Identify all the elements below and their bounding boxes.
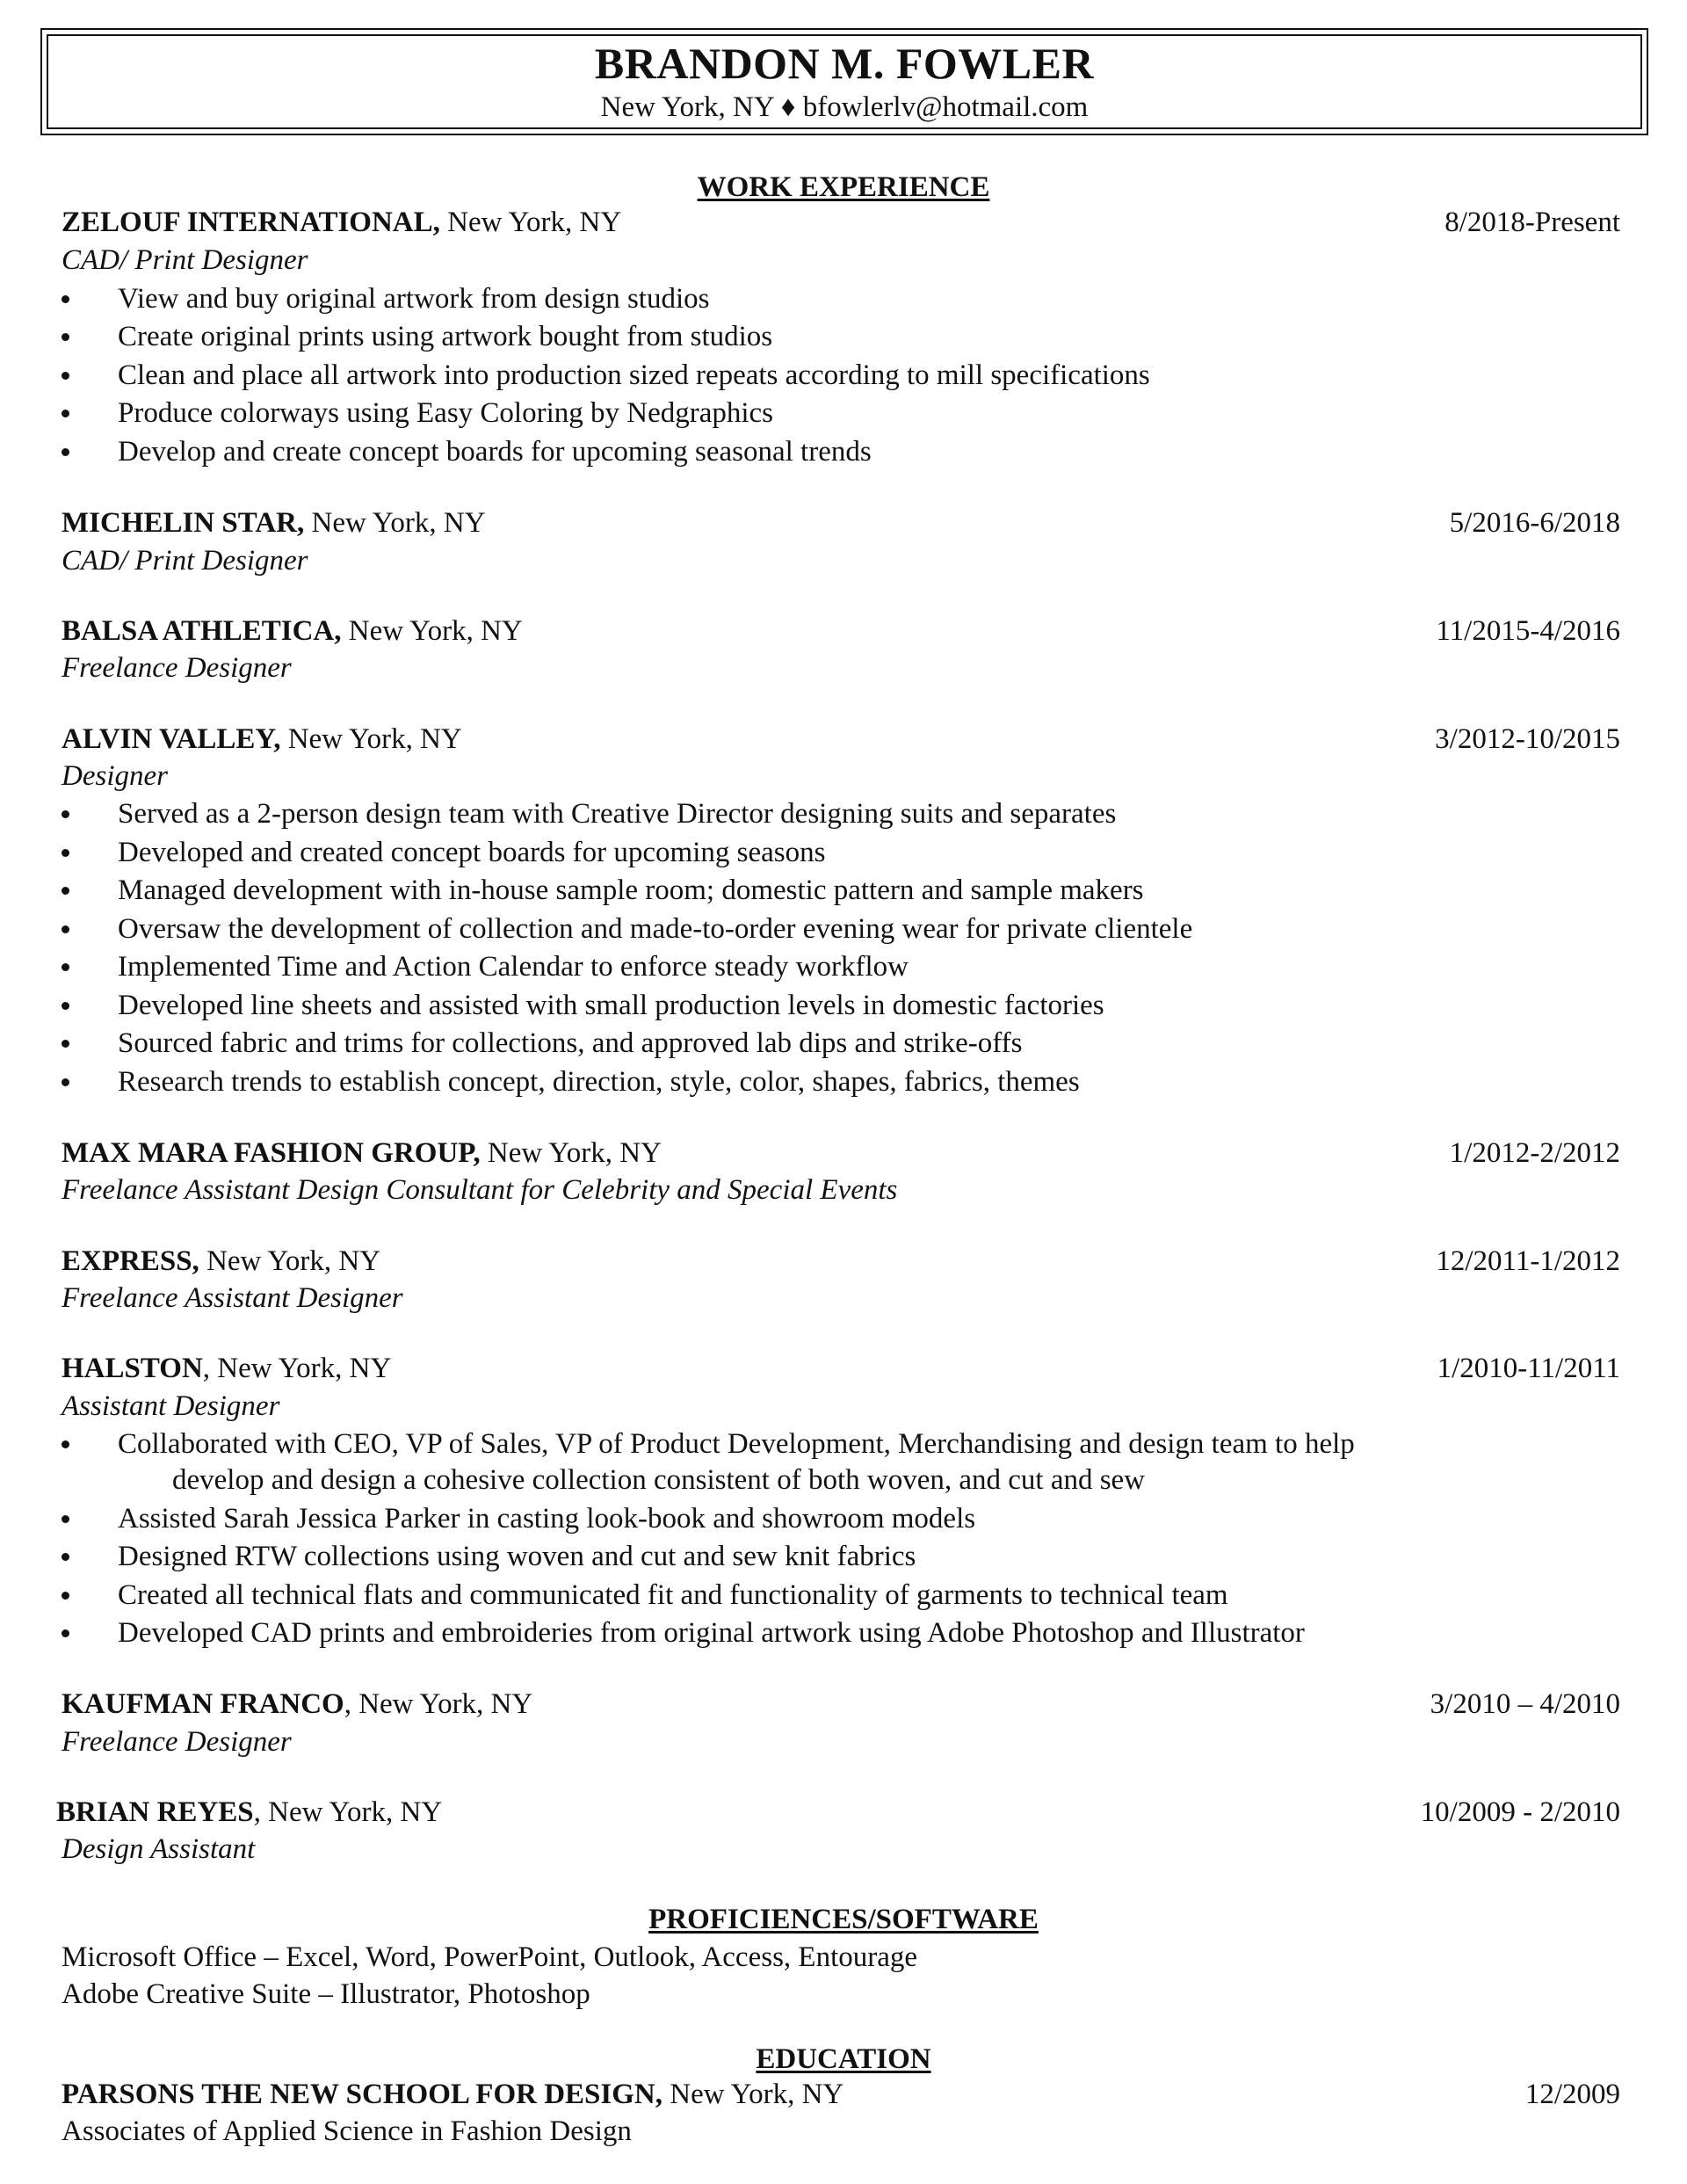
- job-location: New York, NY: [280, 723, 462, 755]
- job-title: Freelance Assistant Design Consultant for Celebrity and Special Events: [62, 1174, 898, 1206]
- bullet-icon: [62, 410, 69, 417]
- company-name: BRIAN REYES: [56, 1796, 254, 1828]
- bullet-text: Create original prints using artwork bought from studios: [118, 321, 773, 352]
- bullet-text: Assisted Sarah Jessica Parker in casting look-book and showroom models: [118, 1503, 976, 1535]
- bullet-text: Clean and place all artwork into production sized repeats according to mill specifications: [118, 359, 1150, 391]
- bullet-text: Served as a 2-person design team with Creative Director designing suits and separates: [118, 798, 1117, 830]
- school-name: PARSONS THE NEW SCHOOL FOR DESIGN,: [62, 2079, 662, 2110]
- job-title: Freelance Assistant Designer: [62, 1282, 403, 1314]
- company-name: ALVIN VALLEY,: [62, 723, 281, 755]
- bullet-text: Develop and create concept boards for upcoming seasonal trends: [118, 436, 872, 468]
- bullet-text: Implemented Time and Action Calendar to enforce steady workflow: [118, 951, 909, 983]
- bullet-text: Sourced fabric and trims for collections, and approved lab dips and strike-offs: [118, 1027, 1023, 1059]
- bullet-continuation: develop and design a cohesive collection consistent of both woven, and cut and sew: [172, 1464, 1146, 1496]
- section-heading-skills: PROFICIENCES/SOFTWARE: [648, 1904, 1039, 1935]
- company-name: MICHELIN STAR,: [62, 507, 305, 539]
- job-dates: 3/2012-10/2015: [1435, 723, 1620, 755]
- job-title: Designer: [62, 760, 168, 792]
- job-location: New York, NY: [439, 207, 622, 238]
- bullet-text: View and buy original artwork from design studios: [118, 283, 710, 315]
- bullet-icon: [62, 810, 69, 818]
- header-box: [40, 28, 1648, 135]
- bullet-icon: [62, 1078, 69, 1086]
- bullet-icon: [62, 1629, 69, 1637]
- job-dates: 12/2011-1/2012: [1436, 1245, 1620, 1277]
- job-title: Assistant Designer: [62, 1390, 280, 1422]
- company-name: KAUFMAN FRANCO: [62, 1688, 344, 1720]
- bullet-icon: [62, 372, 69, 380]
- job-header: [62, 1352, 391, 1385]
- job-header: [62, 1244, 380, 1278]
- job-header: [62, 1687, 532, 1721]
- education-date: 12/2009: [1524, 2079, 1620, 2110]
- bullet-text: Developed line sheets and assisted with small production levels in domestic factories: [118, 990, 1104, 1021]
- bullet-text: Designed RTW collections using woven and cut and sew knit fabrics: [118, 1541, 916, 1572]
- bullet-icon: [62, 963, 69, 971]
- job-location: , New York, NY: [344, 1688, 533, 1720]
- bullet-text: Developed CAD prints and embroideries from original artwork using Adobe Photoshop and Illustrator: [118, 1617, 1305, 1649]
- job-dates: 11/2015-4/2016: [1436, 615, 1620, 647]
- job-header: [62, 614, 523, 648]
- job-header: [62, 206, 621, 239]
- section-heading-education: EDUCATION: [756, 2043, 931, 2075]
- company-name: BALSA ATHLETICA,: [62, 615, 342, 647]
- bullet-icon: [62, 1440, 69, 1448]
- bullet-text: Oversaw the development of collection and made-to-order evening wear for private clientele: [118, 913, 1193, 945]
- job-location: New York, NY: [480, 1137, 662, 1169]
- bullet-icon: [62, 448, 69, 456]
- job-location: New York, NY: [304, 507, 486, 539]
- job-dates: 1/2012-2/2012: [1449, 1137, 1620, 1169]
- bullet-icon: [62, 333, 69, 341]
- company-name: ZELOUF INTERNATIONAL,: [62, 207, 440, 238]
- bullet-text: Produce colorways using Easy Coloring by Nedgraphics: [118, 397, 774, 429]
- bullet-icon: [62, 925, 69, 933]
- job-title: CAD/ Print Designer: [62, 244, 308, 276]
- bullet-text: Managed development with in-house sample room; domestic pattern and sample makers: [118, 874, 1144, 906]
- bullet-icon: [62, 295, 69, 303]
- job-dates: 1/2010-11/2011: [1437, 1353, 1620, 1384]
- company-name: EXPRESS,: [62, 1245, 199, 1277]
- job-title: Freelance Designer: [62, 652, 292, 684]
- job-title: Design Assistant: [62, 1833, 256, 1865]
- skill-line: Microsoft Office – Excel, Word, PowerPoint, Outlook, Access, Entourage: [62, 1941, 918, 1973]
- degree: Associates of Applied Science in Fashion Design: [62, 2115, 632, 2147]
- job-title: CAD/ Print Designer: [62, 545, 308, 577]
- bullet-text: Collaborated with CEO, VP of Sales, VP of Product Development, Merchandising and design team to help: [118, 1428, 1355, 1460]
- job-location: , New York, NY: [202, 1353, 392, 1384]
- bullet-icon: [62, 1002, 69, 1010]
- bullet-icon: [62, 849, 69, 857]
- school-location: New York, NY: [662, 2079, 844, 2110]
- job-header: [62, 1136, 662, 1170]
- job-title: Freelance Designer: [62, 1726, 292, 1758]
- bullet-icon: [62, 1592, 69, 1600]
- bullet-icon: [62, 1040, 69, 1048]
- job-location: New York, NY: [199, 1245, 381, 1277]
- company-name: HALSTON: [62, 1353, 203, 1384]
- bullet-icon: [62, 1553, 69, 1561]
- skill-line: Adobe Creative Suite – Illustrator, Photoshop: [62, 1978, 590, 2010]
- bullet-text: Created all technical flats and communicated fit and functionality of garments to technical team: [118, 1579, 1228, 1611]
- company-name: MAX MARA FASHION GROUP,: [62, 1137, 481, 1169]
- bullet-icon: [62, 887, 69, 895]
- candidate-name: BRANDON M. FOWLER: [594, 39, 1095, 88]
- bullet-text: Developed and created concept boards for upcoming seasons: [118, 837, 826, 868]
- bullet-text: Research trends to establish concept, direction, style, color, shapes, fabrics, themes: [118, 1066, 1080, 1098]
- contact-line: New York, NY ♦ bfowlerlv@hotmail.com: [600, 91, 1089, 123]
- bullet-icon: [62, 1515, 69, 1523]
- job-dates: 3/2010 – 4/2010: [1430, 1688, 1620, 1720]
- job-location: New York, NY: [341, 615, 523, 647]
- job-location: , New York, NY: [253, 1796, 443, 1828]
- job-dates: 10/2009 - 2/2010: [1420, 1796, 1620, 1828]
- job-header: [62, 506, 486, 540]
- education-header: [62, 2078, 844, 2111]
- job-dates: 5/2016-6/2018: [1449, 507, 1620, 539]
- job-dates: 8/2018-Present: [1444, 207, 1620, 238]
- job-header: [62, 722, 462, 756]
- section-heading-work: WORK EXPERIENCE: [697, 171, 990, 203]
- job-header: [56, 1796, 442, 1829]
